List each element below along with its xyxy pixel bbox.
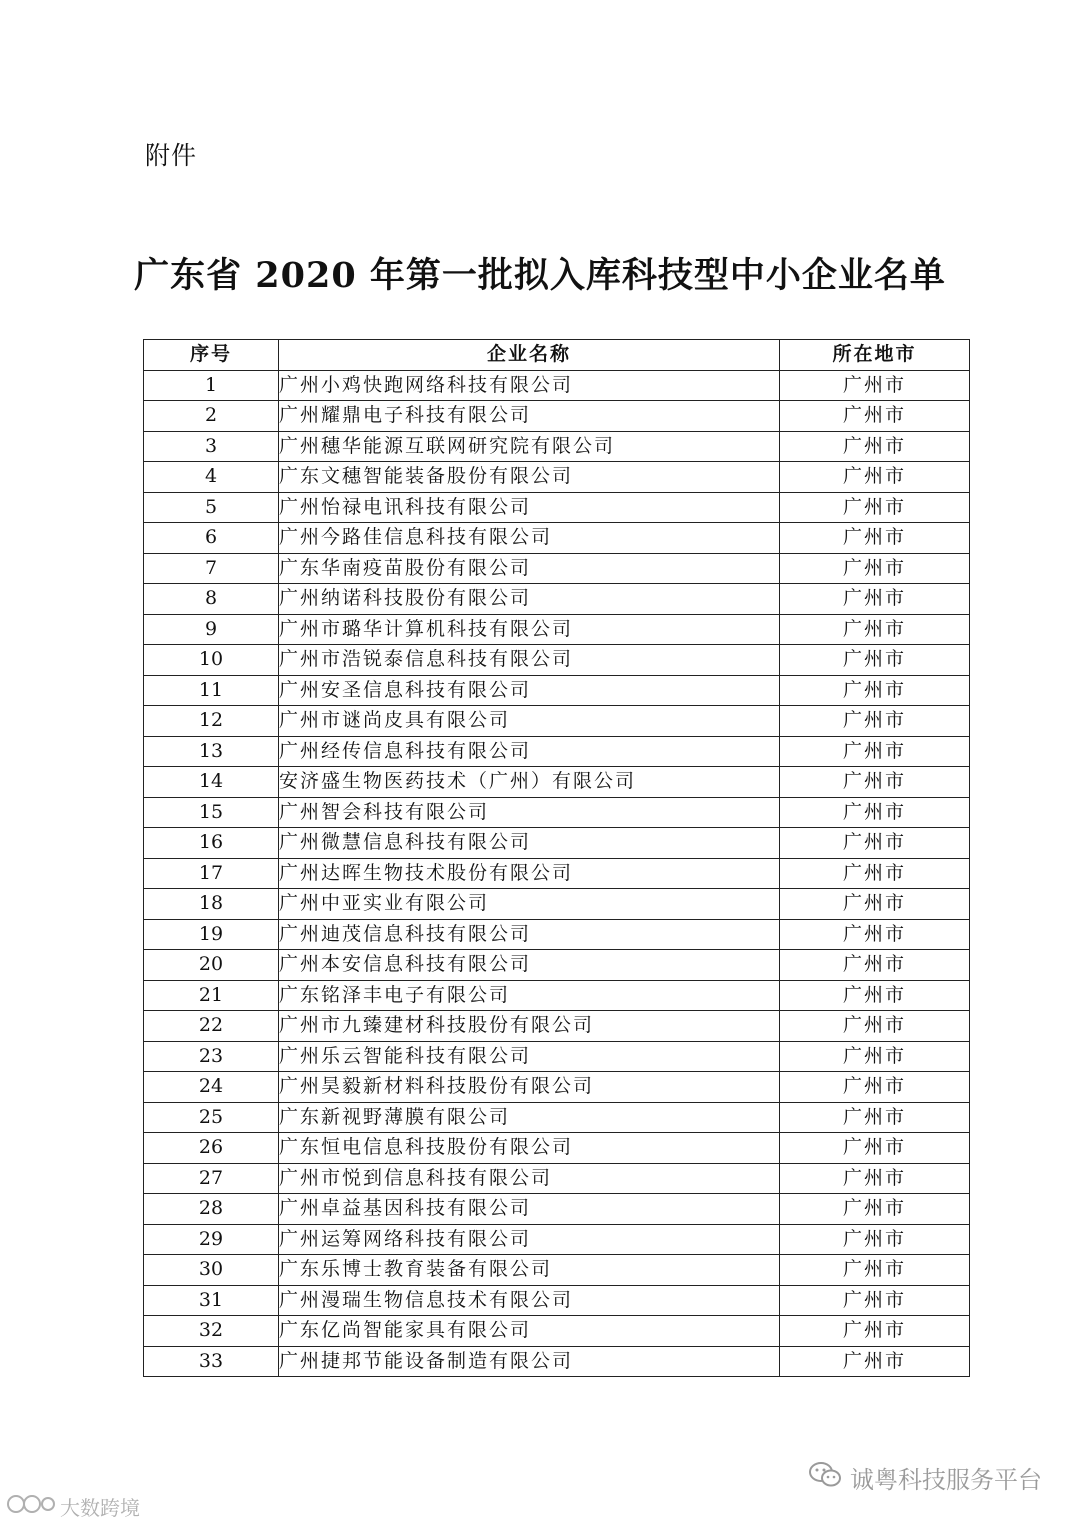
row-serial-number: 20 — [144, 950, 279, 981]
row-serial-number: 11 — [144, 675, 279, 706]
watermark-platform — [808, 1460, 1042, 1495]
table-row — [144, 828, 970, 859]
row-city: 广州市 — [780, 675, 970, 706]
row-company-name: 广东新视野薄膜有限公司 — [279, 1102, 780, 1133]
row-city: 广州市 — [780, 462, 970, 493]
row-company-name: 广州智会科技有限公司 — [279, 797, 780, 828]
row-serial-number: 2 — [144, 401, 279, 432]
row-company-name: 广州迪茂信息科技有限公司 — [279, 919, 780, 950]
row-city: 广州市 — [780, 889, 970, 920]
watermark-platform-text: 诚粤科技服务平台 — [850, 1466, 1042, 1494]
row-serial-number: 23 — [144, 1041, 279, 1072]
row-serial-number: 33 — [144, 1346, 279, 1377]
row-city: 广州市 — [780, 950, 970, 981]
row-city: 广州市 — [780, 401, 970, 432]
row-serial-number: 16 — [144, 828, 279, 859]
row-serial-number: 10 — [144, 645, 279, 676]
row-company-name: 广州昊毅新材料科技股份有限公司 — [279, 1072, 780, 1103]
row-city: 广州市 — [780, 767, 970, 798]
row-serial-number: 9 — [144, 614, 279, 645]
table-row — [144, 1255, 970, 1286]
row-serial-number: 3 — [144, 431, 279, 462]
row-city: 广州市 — [780, 706, 970, 737]
row-city: 广州市 — [780, 1041, 970, 1072]
row-serial-number: 15 — [144, 797, 279, 828]
row-serial-number: 5 — [144, 492, 279, 523]
table-row — [144, 675, 970, 706]
row-company-name: 广州捷邦节能设备制造有限公司 — [279, 1346, 780, 1377]
row-city: 广州市 — [780, 523, 970, 554]
table-row — [144, 1011, 970, 1042]
row-company-name: 广东亿尚智能家具有限公司 — [279, 1316, 780, 1347]
row-serial-number: 32 — [144, 1316, 279, 1347]
header-city: 所在地市 — [780, 340, 970, 371]
row-city: 广州市 — [780, 584, 970, 615]
document-title: 广东省 2020 年第一批拟入库科技型中小企业名单 — [134, 255, 946, 296]
row-city: 广州市 — [780, 919, 970, 950]
table-row — [144, 919, 970, 950]
table-row — [144, 492, 970, 523]
row-serial-number: 1 — [144, 370, 279, 401]
row-company-name: 广州乐云智能科技有限公司 — [279, 1041, 780, 1072]
table-row — [144, 797, 970, 828]
attachment-label: 附件 — [145, 141, 198, 170]
row-city: 广州市 — [780, 1072, 970, 1103]
row-company-name: 广州漫瑞生物信息技术有限公司 — [279, 1285, 780, 1316]
row-company-name: 广州中亚实业有限公司 — [279, 889, 780, 920]
row-serial-number: 4 — [144, 462, 279, 493]
table-row — [144, 706, 970, 737]
row-serial-number: 8 — [144, 584, 279, 615]
header-serial-number: 序号 — [144, 340, 279, 371]
row-city: 广州市 — [780, 553, 970, 584]
table-row — [144, 1285, 970, 1316]
row-city: 广州市 — [780, 370, 970, 401]
table-row — [144, 584, 970, 615]
row-city: 广州市 — [780, 645, 970, 676]
row-city: 广州市 — [780, 1224, 970, 1255]
row-company-name: 广东恒电信息科技股份有限公司 — [279, 1133, 780, 1164]
table-row — [144, 1133, 970, 1164]
table-row — [144, 523, 970, 554]
header-company-name: 企业名称 — [279, 340, 780, 371]
row-serial-number: 29 — [144, 1224, 279, 1255]
table-row — [144, 614, 970, 645]
row-city: 广州市 — [780, 1255, 970, 1286]
row-serial-number: 28 — [144, 1194, 279, 1225]
row-city: 广州市 — [780, 1285, 970, 1316]
row-company-name: 广州市九臻建材科技股份有限公司 — [279, 1011, 780, 1042]
table-row — [144, 1163, 970, 1194]
table-row — [144, 980, 970, 1011]
row-city: 广州市 — [780, 858, 970, 889]
table-row — [144, 1041, 970, 1072]
table-row — [144, 431, 970, 462]
watermark-source — [6, 1492, 140, 1521]
row-company-name: 广州市璐华计算机科技有限公司 — [279, 614, 780, 645]
logo-icon — [6, 1493, 56, 1520]
row-company-name: 广州今路佳信息科技有限公司 — [279, 523, 780, 554]
row-serial-number: 25 — [144, 1102, 279, 1133]
table-row — [144, 950, 970, 981]
table-row — [144, 1072, 970, 1103]
table-row — [144, 767, 970, 798]
row-serial-number: 17 — [144, 858, 279, 889]
row-serial-number: 31 — [144, 1285, 279, 1316]
row-company-name: 广州怡禄电讯科技有限公司 — [279, 492, 780, 523]
row-serial-number: 7 — [144, 553, 279, 584]
table-row — [144, 401, 970, 432]
table-row — [144, 889, 970, 920]
row-serial-number: 19 — [144, 919, 279, 950]
row-city: 广州市 — [780, 1011, 970, 1042]
table-row — [144, 1194, 970, 1225]
row-serial-number: 18 — [144, 889, 279, 920]
row-city: 广州市 — [780, 1102, 970, 1133]
row-company-name: 广州市谜尚皮具有限公司 — [279, 706, 780, 737]
row-serial-number: 22 — [144, 1011, 279, 1042]
table-row — [144, 858, 970, 889]
row-serial-number: 13 — [144, 736, 279, 767]
row-city: 广州市 — [780, 1163, 970, 1194]
row-city: 广州市 — [780, 1133, 970, 1164]
row-city: 广州市 — [780, 1316, 970, 1347]
row-company-name: 广州经传信息科技有限公司 — [279, 736, 780, 767]
row-company-name: 广东文穗智能装备股份有限公司 — [279, 462, 780, 493]
row-company-name: 广州穗华能源互联网研究院有限公司 — [279, 431, 780, 462]
row-serial-number: 14 — [144, 767, 279, 798]
row-serial-number: 24 — [144, 1072, 279, 1103]
row-city: 广州市 — [780, 1346, 970, 1377]
row-serial-number: 27 — [144, 1163, 279, 1194]
table-row — [144, 1102, 970, 1133]
row-company-name: 广州微慧信息科技有限公司 — [279, 828, 780, 859]
row-city: 广州市 — [780, 614, 970, 645]
row-company-name: 广东乐博士教育装备有限公司 — [279, 1255, 780, 1286]
row-company-name: 广州市浩锐泰信息科技有限公司 — [279, 645, 780, 676]
wechat-icon — [808, 1461, 842, 1495]
row-company-name: 广州卓益基因科技有限公司 — [279, 1194, 780, 1225]
table-row — [144, 1346, 970, 1377]
row-serial-number: 30 — [144, 1255, 279, 1286]
row-company-name: 广州达晖生物技术股份有限公司 — [279, 858, 780, 889]
row-company-name: 广州安圣信息科技有限公司 — [279, 675, 780, 706]
table-row — [144, 1316, 970, 1347]
row-city: 广州市 — [780, 828, 970, 859]
row-city: 广州市 — [780, 980, 970, 1011]
row-city: 广州市 — [780, 431, 970, 462]
table-row — [144, 1224, 970, 1255]
row-city: 广州市 — [780, 492, 970, 523]
row-company-name: 安济盛生物医药技术（广州）有限公司 — [279, 767, 780, 798]
table-row — [144, 736, 970, 767]
table-row — [144, 462, 970, 493]
row-company-name: 广州运筹网络科技有限公司 — [279, 1224, 780, 1255]
row-company-name: 广州耀鼎电子科技有限公司 — [279, 401, 780, 432]
table-header-row — [144, 340, 970, 371]
table-row — [144, 553, 970, 584]
row-company-name: 广州纳诺科技股份有限公司 — [279, 584, 780, 615]
company-list-table — [143, 339, 970, 1377]
row-serial-number: 21 — [144, 980, 279, 1011]
row-company-name: 广州本安信息科技有限公司 — [279, 950, 780, 981]
row-company-name: 广东铭泽丰电子有限公司 — [279, 980, 780, 1011]
row-city: 广州市 — [780, 736, 970, 767]
watermark-source-text: 大数跨境 — [60, 1496, 140, 1520]
row-company-name: 广州小鸡快跑网络科技有限公司 — [279, 370, 780, 401]
row-city: 广州市 — [780, 797, 970, 828]
row-serial-number: 12 — [144, 706, 279, 737]
row-company-name: 广东华南疫苗股份有限公司 — [279, 553, 780, 584]
table-row — [144, 645, 970, 676]
row-serial-number: 6 — [144, 523, 279, 554]
row-serial-number: 26 — [144, 1133, 279, 1164]
row-city: 广州市 — [780, 1194, 970, 1225]
row-company-name: 广州市悦到信息科技有限公司 — [279, 1163, 780, 1194]
table-row — [144, 370, 970, 401]
